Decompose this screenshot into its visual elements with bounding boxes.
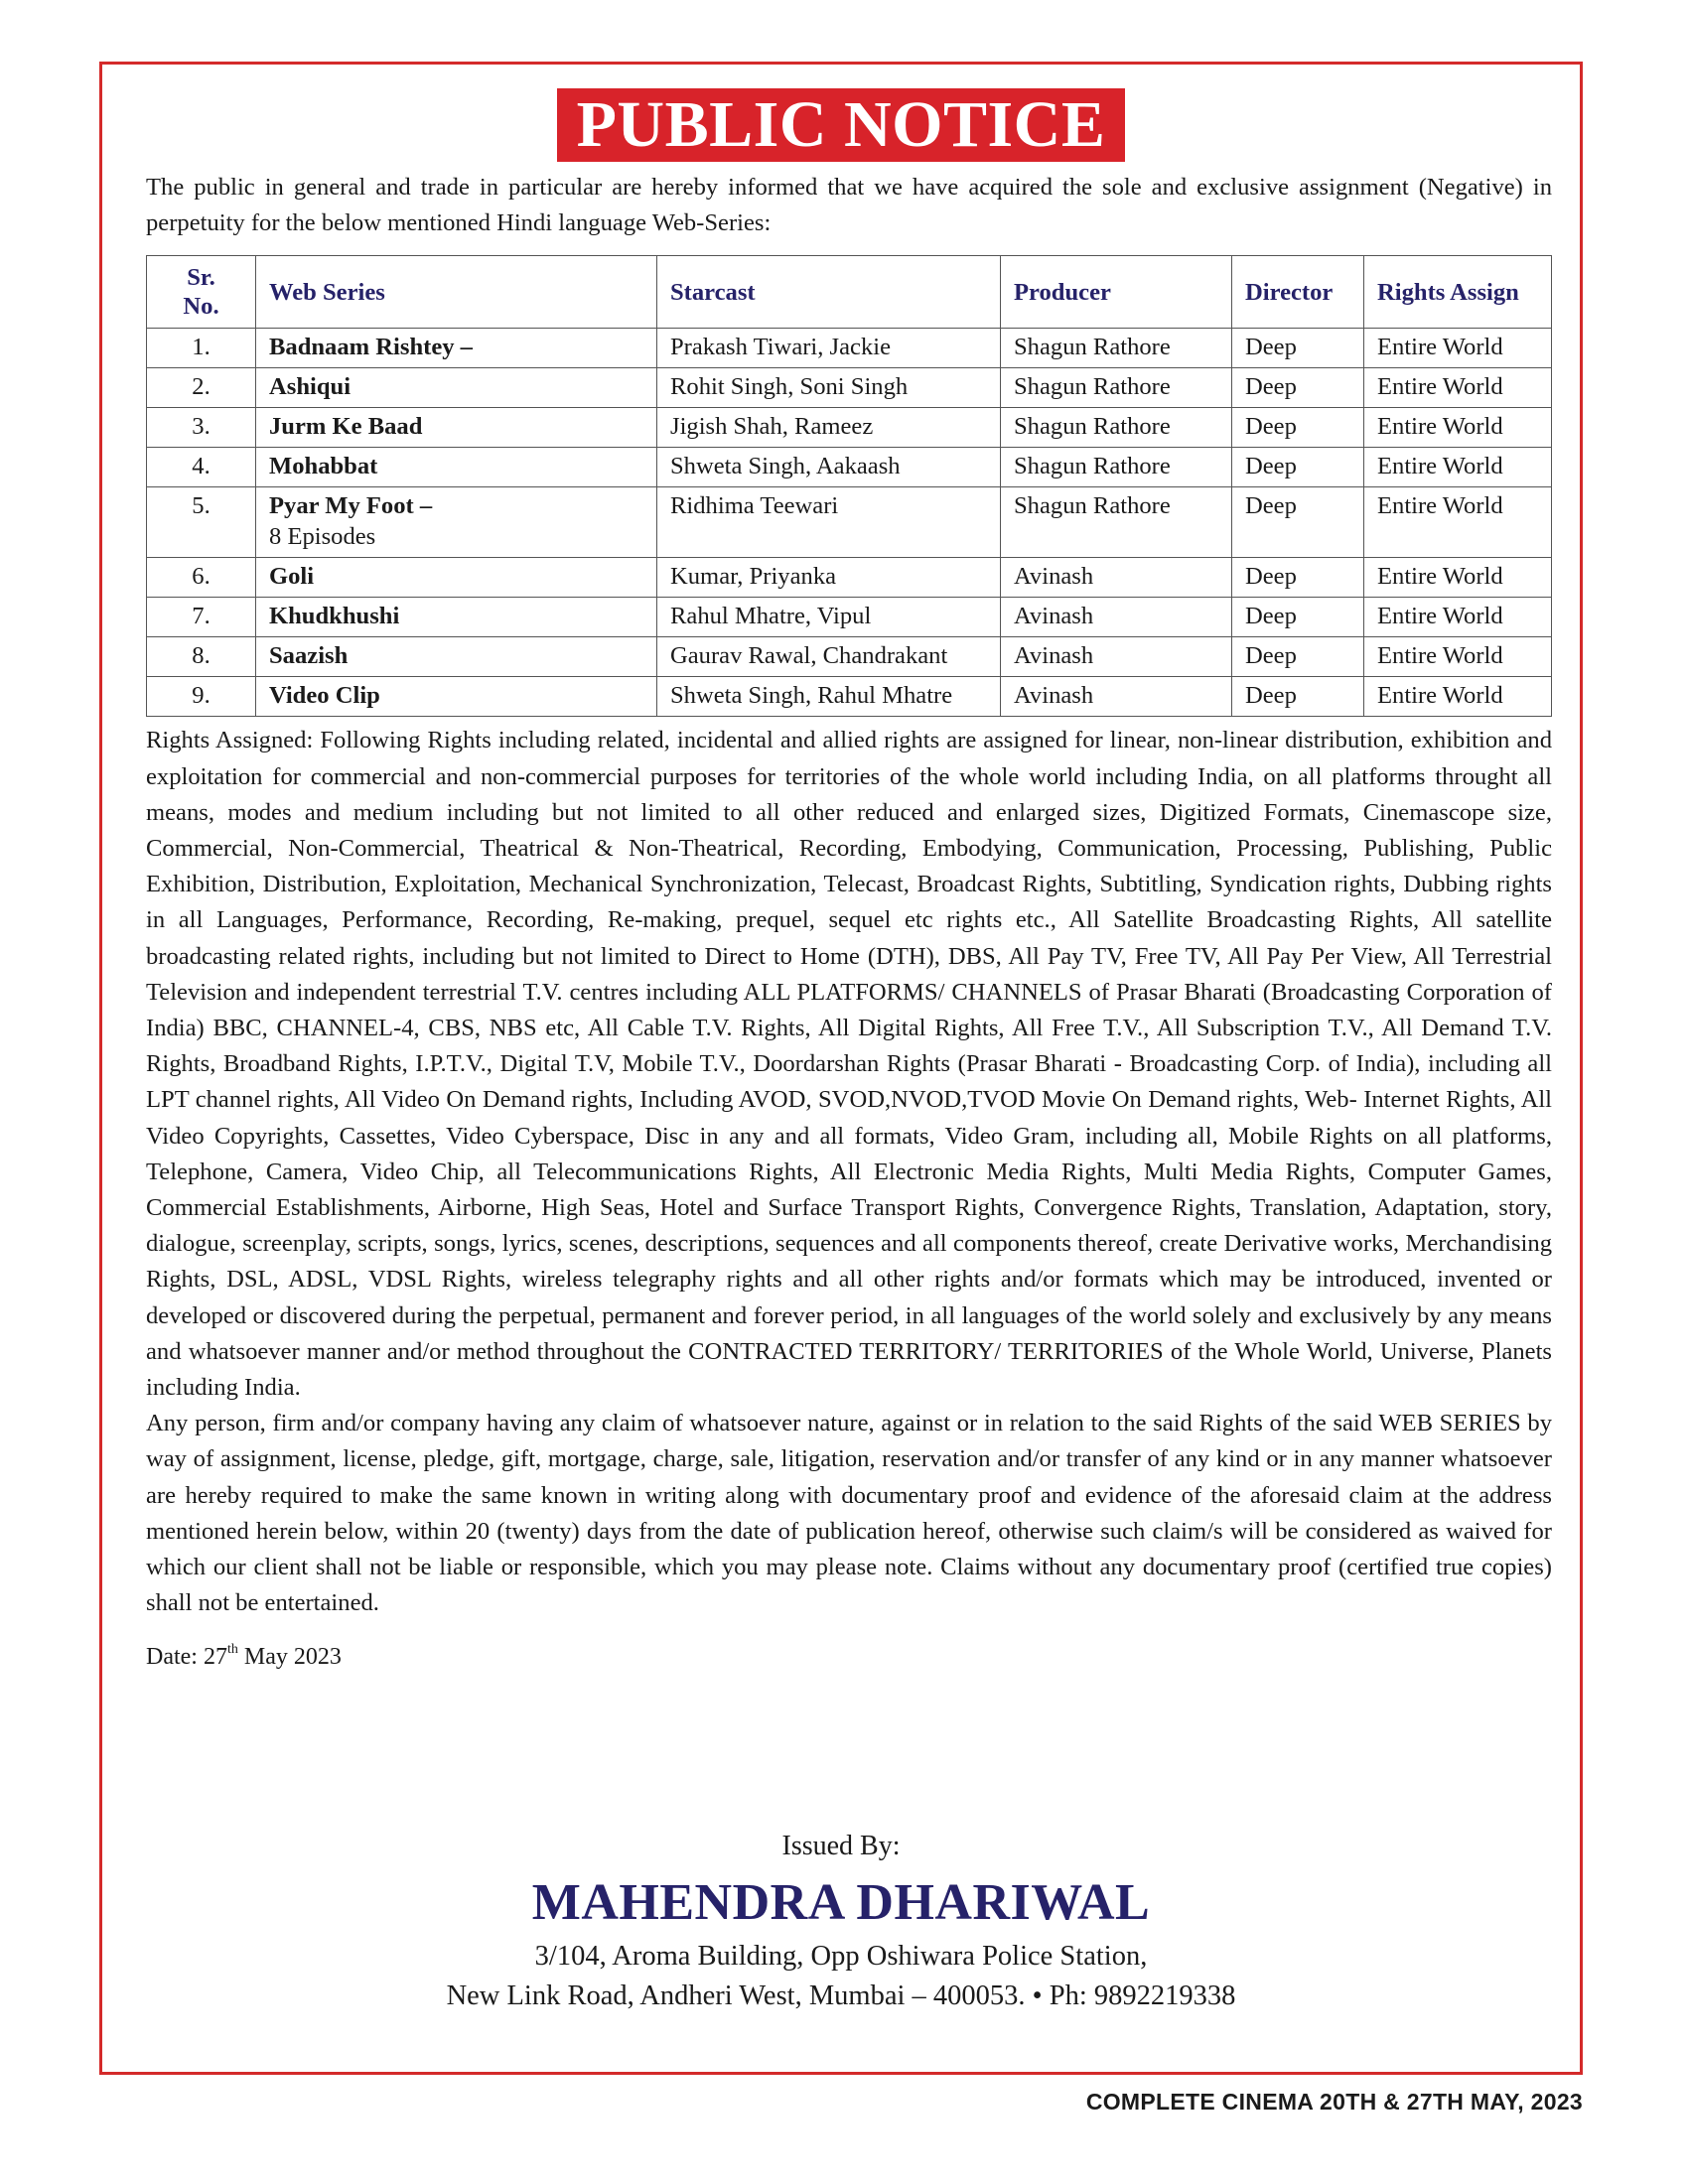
cell-producer: Shagun Rathore <box>1001 448 1232 487</box>
table-row <box>147 558 1552 598</box>
cell-sr-no: 9. <box>147 677 256 717</box>
cell-starcast: Rahul Mhatre, Vipul <box>657 598 1001 637</box>
header-starcast: Starcast <box>657 256 1001 329</box>
address-line-2: New Link Road, Andheri West, Mumbai – 400053. • Ph: 9892219338 <box>446 1980 1236 2011</box>
series-title: Ashiqui <box>269 373 352 401</box>
cell-rights-assign: Entire World <box>1364 637 1552 677</box>
table-row <box>147 598 1552 637</box>
cell-producer: Shagun Rathore <box>1001 329 1232 368</box>
cell-web-series <box>256 448 657 487</box>
notice-title: PUBLIC NOTICE <box>557 88 1126 162</box>
series-title: Jurm Ke Baad <box>269 413 423 441</box>
cell-starcast: Prakash Tiwari, Jackie <box>657 329 1001 368</box>
series-title: Goli <box>269 563 315 591</box>
table-header-row <box>147 256 1552 329</box>
date-label: Date: 27 <box>146 1644 227 1671</box>
cell-starcast: Rohit Singh, Soni Singh <box>657 368 1001 408</box>
header-sr-line2: No. <box>183 293 219 321</box>
table-row <box>147 448 1552 487</box>
notice-content <box>146 170 1552 1671</box>
table-row <box>147 408 1552 448</box>
series-subtitle: 8 Episodes <box>269 523 376 551</box>
cell-director: Deep <box>1232 448 1364 487</box>
series-title: Pyar My Foot – <box>269 492 433 520</box>
cell-web-series <box>256 329 657 368</box>
cell-rights-assign: Entire World <box>1364 408 1552 448</box>
cell-starcast: Gaurav Rawal, Chandrakant <box>657 637 1001 677</box>
cell-producer: Avinash <box>1001 598 1232 637</box>
cell-director: Deep <box>1232 677 1364 717</box>
cell-web-series <box>256 677 657 717</box>
cell-sr-no: 1. <box>147 329 256 368</box>
address-line-1: 3/104, Aroma Building, Opp Oshiwara Police Station, <box>534 1941 1148 1972</box>
issuer-address <box>102 1937 1580 2016</box>
table-row <box>147 677 1552 717</box>
cell-web-series <box>256 637 657 677</box>
cell-director: Deep <box>1232 637 1364 677</box>
cell-producer: Avinash <box>1001 677 1232 717</box>
cell-starcast: Shweta Singh, Rahul Mhatre <box>657 677 1001 717</box>
cell-rights-assign: Entire World <box>1364 598 1552 637</box>
cell-director: Deep <box>1232 558 1364 598</box>
header-sr-line1: Sr. <box>187 264 215 292</box>
cell-sr-no: 7. <box>147 598 256 637</box>
cell-sr-no: 3. <box>147 408 256 448</box>
issued-by-label: Issued By: <box>781 1831 901 1861</box>
date-suffix: th <box>226 1642 238 1658</box>
cell-sr-no: 6. <box>147 558 256 598</box>
header-director: Director <box>1232 256 1364 329</box>
series-title: Video Clip <box>269 682 380 710</box>
publication-footer: COMPLETE CINEMA 20TH & 27TH MAY, 2023 <box>1085 2089 1583 2115</box>
cell-director: Deep <box>1232 408 1364 448</box>
cell-web-series <box>256 487 657 558</box>
cell-producer: Avinash <box>1001 637 1232 677</box>
cell-sr-no: 2. <box>147 368 256 408</box>
table-row <box>147 368 1552 408</box>
cell-sr-no: 5. <box>147 487 256 558</box>
cell-producer: Avinash <box>1001 558 1232 598</box>
cell-director: Deep <box>1232 329 1364 368</box>
cell-director: Deep <box>1232 598 1364 637</box>
cell-director: Deep <box>1232 368 1364 408</box>
header-rights-assign: Rights Assign <box>1364 256 1552 329</box>
cell-sr-no: 4. <box>147 448 256 487</box>
issuer-name: MAHENDRA DHARIWAL <box>531 1874 1151 1931</box>
series-title: Khudkhushi <box>269 603 400 630</box>
cell-director: Deep <box>1232 487 1364 558</box>
cell-starcast: Ridhima Teewari <box>657 487 1001 558</box>
header-producer: Producer <box>1001 256 1232 329</box>
claims-paragraph: Any person, firm and/or company having any claim of whatsoever nature, against or in relation to the said Rights of the said WEB SERIES by way of assignment, license, pledge, gift, mortgage, charge, sale, litigation, reservation and/or transfer of any kind or in any manner whatsoever are hereby required to make the same known in writing along with documentary proof and evidence of the aforesaid claim at the address mentioned herein below, within 20 (twenty) days from the date of publication hereof, otherwise such claim/s will be considered as waived for which our client shall not be liable or responsible, which you may please note. Claims without any documentary proof (certified true copies) shall not be entertained. <box>146 1410 1552 1617</box>
cell-sr-no: 8. <box>147 637 256 677</box>
cell-web-series <box>256 598 657 637</box>
header-sr-no <box>147 256 256 329</box>
cell-starcast: Shweta Singh, Aakaash <box>657 448 1001 487</box>
cell-producer: Shagun Rathore <box>1001 408 1232 448</box>
cell-producer: Shagun Rathore <box>1001 487 1232 558</box>
series-title: Mohabbat <box>269 453 378 480</box>
cell-web-series <box>256 558 657 598</box>
header-web-series: Web Series <box>256 256 657 329</box>
cell-starcast: Jigish Shah, Rameez <box>657 408 1001 448</box>
cell-web-series <box>256 408 657 448</box>
cell-rights-assign: Entire World <box>1364 558 1552 598</box>
intro-paragraph: The public in general and trade in particular are hereby informed that we have acquired the sole and exclusive assignment (Negative) in perpetuity for the below mentioned Hindi language Web-Series: <box>146 174 1552 237</box>
cell-web-series <box>256 368 657 408</box>
cell-rights-assign: Entire World <box>1364 677 1552 717</box>
cell-starcast: Kumar, Priyanka <box>657 558 1001 598</box>
cell-rights-assign: Entire World <box>1364 368 1552 408</box>
table-row <box>147 637 1552 677</box>
web-series-table <box>146 255 1552 717</box>
series-title: Saazish <box>269 642 349 670</box>
date-rest: May 2023 <box>237 1644 342 1671</box>
cell-producer: Shagun Rathore <box>1001 368 1232 408</box>
table-row <box>147 487 1552 558</box>
cell-rights-assign: Entire World <box>1364 448 1552 487</box>
table-row <box>147 329 1552 368</box>
notice-date <box>146 1637 1552 1671</box>
cell-rights-assign: Entire World <box>1364 487 1552 558</box>
title-wrap <box>102 88 1580 162</box>
cell-rights-assign: Entire World <box>1364 329 1552 368</box>
notice-frame <box>99 62 1583 2075</box>
series-title: Badnaam Rishtey – <box>269 334 473 361</box>
rights-paragraph: Rights Assigned: Following Rights including related, incidental and allied rights are assigned for linear, non-linear distribution, exhibition and exploitation for commercial and non-commercial purposes for territories of the whole world including India, on all platforms throught all means, modes and medium including but not limited to all other reduced and enlarged sizes, Digitized Formats, Cinemascope size, Commercial, Non-Commercial, Theatrical & Non-Theatrical, Recording, Embodying, Communication, Processing, Publishing, Public Exhibition, Distribution, Exploitation, Mechanical Synchronization, Telecast, Broadcast Rights, Subtitling, Syndication rights, Dubbing rights in all Languages, Performance, Recording, Re-making, prequel, sequel etc rights etc., All Satellite Broadcasting Rights, All satellite broadcasting related rights, including but not limited to Direct to Home (DTH), DBS, All Pay TV, Free TV, All Pay Per View, All Terrestrial Television and independent terrestrial T.V. centres including ALL PLATFORMS/ CHANNELS of Prasar Bharati (Broadcasting Corporation of India) BBC, CHANNEL-4, CBS, NBS etc, All Cable T.V. Rights, All Digital Rights, All Free T.V., All Subscription T.V., All Demand T.V. Rights, Broadband Rights, I.P.T.V., Digital T.V, Mobile T.V., Doordarshan Rights (Prasar Bharati - Broadcasting Corp. of India), including all LPT channel rights, All Video On Demand rights, Including AVOD, SVOD,NVOD,TVOD Movie On Demand rights, Web- Internet Rights, All Video Copyrights, Cassettes, Video Cyberspace, Disc in any and all formats, Video Gram, including all, Mobile Rights on all platforms, Telephone, Camera, Video Chip, all Telecommunications Rights, All Electronic Media Rights, Multi Media Rights, Computer Games, Commercial Establishments, Airborne, High Seas, Hotel and Surface Transport Rights, Convergence Rights, Translation, Adaptation, story, dialogue, screenplay, scripts, songs, lyrics, scenes, descriptions, sequences and all components thereof, create Derivative works, Merchandising Rights, DSL, ADSL, VDSL Rights, wireless telegraphy rights and all other rights and/or formats which may be introduced, invented or developed or discovered during the perpetual, permanent and forever period, in all languages of the world solely and exclusively by any means and whatsoever manner and/or method throughout the CONTRACTED TERRITORY/ TERRITORIES of the Whole World, Universe, Planets including India. <box>146 727 1552 1402</box>
